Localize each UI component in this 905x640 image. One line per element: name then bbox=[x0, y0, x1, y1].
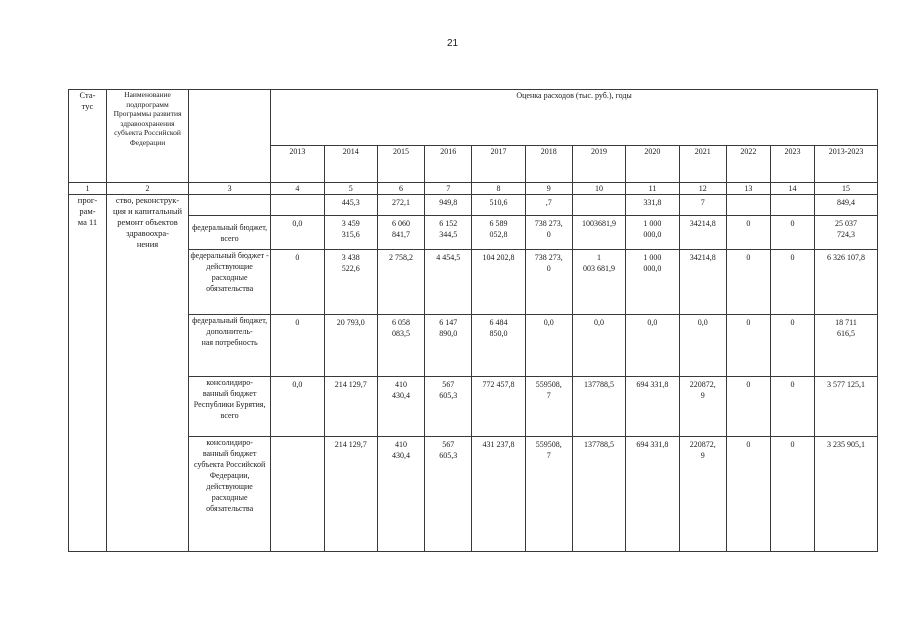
value-cell: 34214,8 bbox=[679, 250, 726, 315]
value-cell: 3 235 905,1 bbox=[815, 437, 878, 552]
funding-source-cell: федеральный бюджет, дополнитель- ная потребность bbox=[189, 315, 271, 377]
column-number-15: 15 bbox=[815, 183, 878, 195]
column-number-11: 11 bbox=[626, 183, 679, 195]
header-year-2018: 2018 bbox=[525, 146, 572, 183]
value-cell: 0 bbox=[770, 216, 814, 250]
value-cell: 0,0 bbox=[271, 216, 324, 250]
value-cell: 1 003 681,9 bbox=[572, 250, 625, 315]
table-row bbox=[69, 250, 878, 315]
table-row bbox=[69, 377, 878, 437]
value-cell: 6 152 344,5 bbox=[425, 216, 472, 250]
budget-table bbox=[68, 89, 878, 552]
value-cell: 6 589 052,8 bbox=[472, 216, 525, 250]
value-cell: 331,8 bbox=[626, 195, 679, 216]
value-cell: 0 bbox=[726, 377, 770, 437]
value-cell: 272,1 bbox=[377, 195, 424, 216]
table-row bbox=[69, 216, 878, 250]
value-cell: 694 331,8 bbox=[626, 437, 679, 552]
column-number-2: 2 bbox=[106, 183, 188, 195]
column-number-7: 7 bbox=[425, 183, 472, 195]
value-cell: 0 bbox=[726, 315, 770, 377]
value-cell: 0,0 bbox=[626, 315, 679, 377]
header-subprogram bbox=[106, 90, 188, 183]
value-cell: 431 237,8 bbox=[472, 437, 525, 552]
value-cell: 3 459 315,6 bbox=[324, 216, 377, 250]
value-cell: 1 000 000,0 bbox=[626, 250, 679, 315]
header-cost-title: Оценка расходов (тыс. руб.), годы bbox=[271, 90, 878, 146]
value-cell: 772 457,8 bbox=[472, 377, 525, 437]
value-cell: 410 430,4 bbox=[377, 437, 424, 552]
value-cell: 0 bbox=[770, 377, 814, 437]
status-cell: прог- рам- ма 11 bbox=[69, 195, 107, 552]
header-year-2014: 2014 bbox=[324, 146, 377, 183]
value-cell: 214 129,7 bbox=[324, 377, 377, 437]
value-cell: 6 484 850,0 bbox=[472, 315, 525, 377]
header-year-2017: 2017 bbox=[472, 146, 525, 183]
value-cell: 0 bbox=[726, 437, 770, 552]
column-number-4: 4 bbox=[271, 183, 324, 195]
funding-source-cell: консолидиро- ванный бюджет Республики Бурятия, всего bbox=[189, 377, 271, 437]
value-cell: 694 331,8 bbox=[626, 377, 679, 437]
value-cell: 6 058 083,5 bbox=[377, 315, 424, 377]
value-cell: 104 202,8 bbox=[472, 250, 525, 315]
value-cell: 137788,5 bbox=[572, 377, 625, 437]
value-cell: 25 037 724,3 bbox=[815, 216, 878, 250]
value-cell: 0 bbox=[271, 315, 324, 377]
header-status bbox=[69, 90, 107, 183]
value-cell: 410 430,4 bbox=[377, 377, 424, 437]
value-cell: 849,4 bbox=[815, 195, 878, 216]
funding-source-cell: консолидиро- ванный бюджет субъекта Российской Федерации, действующие расходные обязательства bbox=[189, 437, 271, 552]
header-year-2021: 2021 bbox=[679, 146, 726, 183]
table-row bbox=[69, 315, 878, 377]
funding-source-cell: федеральный бюджет - действующие расходные обязательства bbox=[189, 250, 271, 315]
value-cell: 137788,5 bbox=[572, 437, 625, 552]
value-cell: 20 793,0 bbox=[324, 315, 377, 377]
subprogram-name-cell: ство, реконструк- ция и капитальный ремонт объектов здравоохра- нения bbox=[106, 195, 188, 552]
value-cell: 7 bbox=[679, 195, 726, 216]
value-cell: 6 060 841,7 bbox=[377, 216, 424, 250]
column-number-8: 8 bbox=[472, 183, 525, 195]
value-cell bbox=[726, 195, 770, 216]
header-subprogram-text: Наименование подпрограмм Программы развития здравоохранения субъекта Российской Федерации bbox=[113, 90, 182, 147]
table-row bbox=[69, 437, 878, 552]
column-number-10: 10 bbox=[572, 183, 625, 195]
value-cell: 559508, 7 bbox=[525, 377, 572, 437]
table-body bbox=[69, 195, 878, 552]
value-cell: 0 bbox=[770, 315, 814, 377]
column-number-5: 5 bbox=[324, 183, 377, 195]
header-year-2015: 2015 bbox=[377, 146, 424, 183]
value-cell: ,7 bbox=[525, 195, 572, 216]
column-number-12: 12 bbox=[679, 183, 726, 195]
value-cell: 220872, 9 bbox=[679, 437, 726, 552]
value-cell: 0 bbox=[770, 250, 814, 315]
value-cell: 1003681,9 bbox=[572, 216, 625, 250]
value-cell: 4 454,5 bbox=[425, 250, 472, 315]
value-cell: 567 605,3 bbox=[425, 437, 472, 552]
column-number-row bbox=[69, 183, 878, 195]
value-cell: 3 577 125,1 bbox=[815, 377, 878, 437]
table-row bbox=[69, 195, 878, 216]
value-cell: 3 438 522,6 bbox=[324, 250, 377, 315]
value-cell: 220872, 9 bbox=[679, 377, 726, 437]
value-cell bbox=[271, 195, 324, 216]
value-cell: 0,0 bbox=[572, 315, 625, 377]
value-cell: 0 bbox=[770, 437, 814, 552]
value-cell: 214 129,7 bbox=[324, 437, 377, 552]
value-cell: 0,0 bbox=[271, 377, 324, 437]
value-cell bbox=[770, 195, 814, 216]
value-cell: 0 bbox=[271, 250, 324, 315]
page-number: 21 bbox=[446, 38, 459, 49]
value-cell: 738 273, 0 bbox=[525, 216, 572, 250]
value-cell: 0,0 bbox=[679, 315, 726, 377]
value-cell: 6 326 107,8 bbox=[815, 250, 878, 315]
value-cell: 6 147 890,0 bbox=[425, 315, 472, 377]
header-year-2013-2023: 2013-2023 bbox=[815, 146, 878, 183]
header-year-2023: 2023 bbox=[770, 146, 814, 183]
column-number-14: 14 bbox=[770, 183, 814, 195]
value-cell: 0,0 bbox=[525, 315, 572, 377]
funding-source-cell bbox=[189, 195, 271, 216]
value-cell: 949,8 bbox=[425, 195, 472, 216]
column-number-9: 9 bbox=[525, 183, 572, 195]
value-cell: 2 758,2 bbox=[377, 250, 424, 315]
column-number-1: 1 bbox=[69, 183, 107, 195]
column-number-6: 6 bbox=[377, 183, 424, 195]
value-cell: 34214,8 bbox=[679, 216, 726, 250]
value-cell: 510,6 bbox=[472, 195, 525, 216]
value-cell: 0 bbox=[726, 250, 770, 315]
funding-source-cell: федеральный бюджет, всего bbox=[189, 216, 271, 250]
header-year-2019: 2019 bbox=[572, 146, 625, 183]
header-year-2016: 2016 bbox=[425, 146, 472, 183]
header-year-2020: 2020 bbox=[626, 146, 679, 183]
value-cell: 559508, 7 bbox=[525, 437, 572, 552]
header-year-2013: 2013 bbox=[271, 146, 324, 183]
header-status-text: Ста- тус bbox=[79, 90, 96, 111]
value-cell: 567 605,3 bbox=[425, 377, 472, 437]
header-source bbox=[189, 90, 271, 183]
value-cell bbox=[572, 195, 625, 216]
value-cell: 1 000 000,0 bbox=[626, 216, 679, 250]
column-number-13: 13 bbox=[726, 183, 770, 195]
value-cell: 738 273, 0 bbox=[525, 250, 572, 315]
header-year-2022: 2022 bbox=[726, 146, 770, 183]
value-cell bbox=[271, 437, 324, 552]
value-cell: 445,3 bbox=[324, 195, 377, 216]
value-cell: 0 bbox=[726, 216, 770, 250]
column-number-3: 3 bbox=[189, 183, 271, 195]
value-cell: 18 711 616,5 bbox=[815, 315, 878, 377]
